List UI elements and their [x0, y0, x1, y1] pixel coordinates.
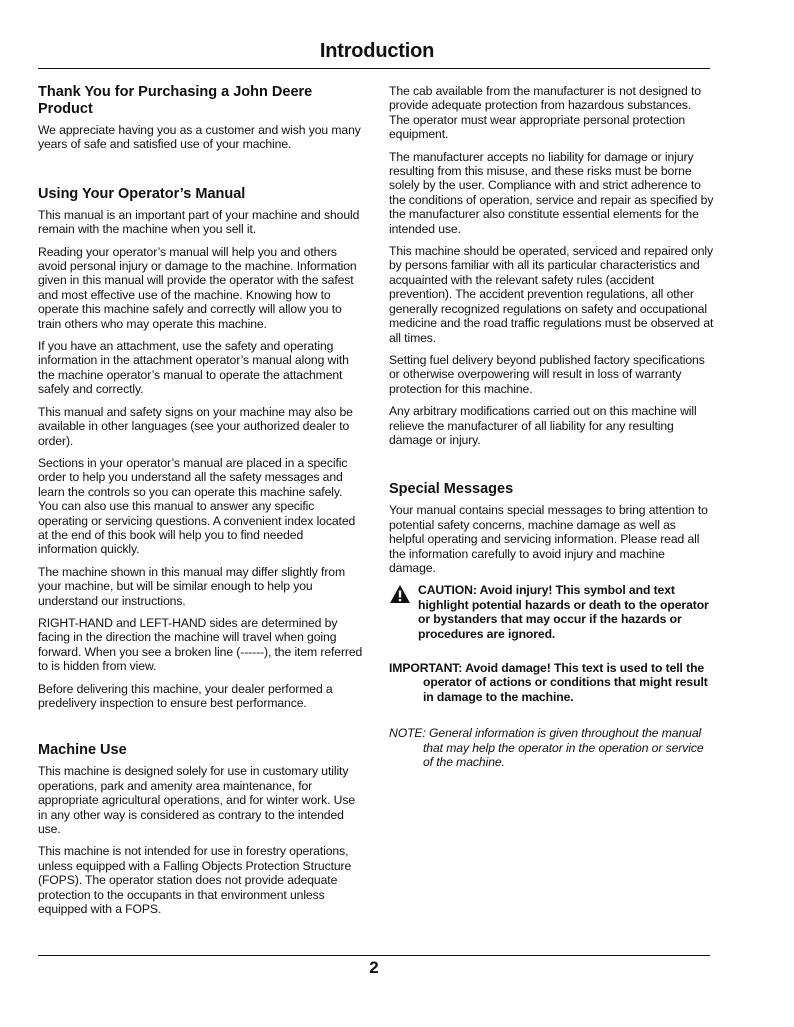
paragraph: We appreciate having you as a customer and wish you many years of safe and satisfied use of your machine. [38, 123, 361, 152]
section-special-messages [389, 481, 714, 769]
note-message [389, 726, 714, 769]
paragraph: The machine shown in this manual may differ slightly from your machine, but will be similar enough to help you understand our instructions. [38, 564, 346, 608]
paragraph: Setting fuel delivery beyond published factory specifications or otherwise overpowering will result in loss of warranty protection for this machine. [389, 352, 705, 396]
paragraph: Any arbitrary modifications carried out on this machine will relieve the manufacturer of all liability for any resulting damage or injury. [389, 404, 697, 447]
caution-message [389, 583, 714, 641]
paragraph: This machine is designed solely for use in customary utility operations, park and amenity area maintenance, for appropriate agricultural operations, and for winter work. Use in any other way is considered as contrary to the intended use. [38, 764, 356, 837]
section-machine-use [38, 742, 363, 916]
paragraph: The manufacturer accepts no liability for damage or injury resulting from this misuse, and these risks must be borne solely by the user. Compliance with and strict adherence to the conditions of operation, service and repair as specified by the manufacturer also constitute essential elements for the intended use. [389, 149, 714, 236]
section-heading-thank-you: Thank You for Purchasing a John Deere Product [38, 84, 313, 117]
paragraph: This machine is not intended for use in forestry operations, unless equipped with a Falling Objects Protection Structure (FOPS). The operator station does not provide adequate protection to the occupants in that environment unless equipped with a FOPS. [38, 844, 352, 917]
left-column [38, 84, 363, 924]
section-using-manual [38, 186, 363, 711]
section-heading-using-manual: Using Your Operator’s Manual [38, 185, 246, 202]
section-thank-you [38, 84, 363, 152]
right-column [389, 84, 714, 769]
important-text: IMPORTANT: Avoid damage! This text is used to tell the operator of actions or conditions that might result in damage to the machine. [389, 661, 708, 704]
paragraph: Reading your operator’s manual will help you and others avoid personal injury or damage to the machine. Information given in this manual will provide the operator with the safest and most effective use of the machine. Knowing how to operate this machine safely and correctly will allow you to train others who may operate this machine. [38, 244, 357, 331]
paragraph: Sections in your operator’s manual are placed in a specific order to help you understand all the safety messages and learn the controls so you can operate this machine safely. You can also use this manual to answer any specific operating or servicing questions. A convenient index located at the end of this book will help you to find needed information quickly. [38, 455, 356, 557]
footer-rule [38, 955, 710, 956]
caution-text: CAUTION: Avoid injury! This symbol and text highlight potential hazards or death to the operator or bystanders that may occur if the hazards or procedures are ignored. [418, 583, 709, 641]
important-message [389, 661, 714, 704]
paragraph: Your manual contains special messages to bring attention to potential safety concerns, machine damage as well as helpful operating and servicing information. Please read all the information carefully to avoid injury and machine damage. [389, 503, 708, 575]
page-title: Introduction [319, 40, 435, 62]
paragraph: This manual and safety signs on your machine may also be available in other languages (see your authorized dealer to order). [38, 404, 353, 448]
page-number: 2 [369, 958, 379, 977]
warning-triangle-icon [389, 584, 411, 604]
note-text: NOTE: General information is given throughout the manual that may help the operator in the operation or service of the machine. [389, 726, 704, 770]
paragraph: RIGHT-HAND and LEFT-HAND sides are determined by facing in the direction the machine will travel when going forward. When you see a broken line (------), the item referred to is hidden from view. [38, 615, 363, 674]
paragraph: This machine should be operated, serviced and repaired only by persons familiar with all its particular characteristics and acquainted with the relevant safety rules (accident prevention). The accident prevention regulations, all other generally recognized regulations on safety and occupational medicine and the road traffic regulations must be observed at all times. [389, 244, 714, 345]
paragraph: If you have an attachment, use the safety and operating information in the attachment operator’s manual along with the machine operator’s manual to operate the attachment safely and correctly. [38, 339, 349, 397]
section-heading-machine-use: Machine Use [38, 742, 127, 759]
paragraph: The cab available from the manufacturer is not designed to provide adequate protection from hazardous substances. The operator must wear appropriate personal protection equipment. [389, 84, 701, 142]
paragraph: Before delivering this machine, your dealer performed a predelivery inspection to ensure best performance. [38, 681, 333, 710]
header-rule [38, 68, 710, 69]
section-heading-special-messages: Special Messages [389, 481, 514, 498]
paragraph: This manual is an important part of your machine and should remain with the machine when you sell it. [38, 207, 360, 237]
